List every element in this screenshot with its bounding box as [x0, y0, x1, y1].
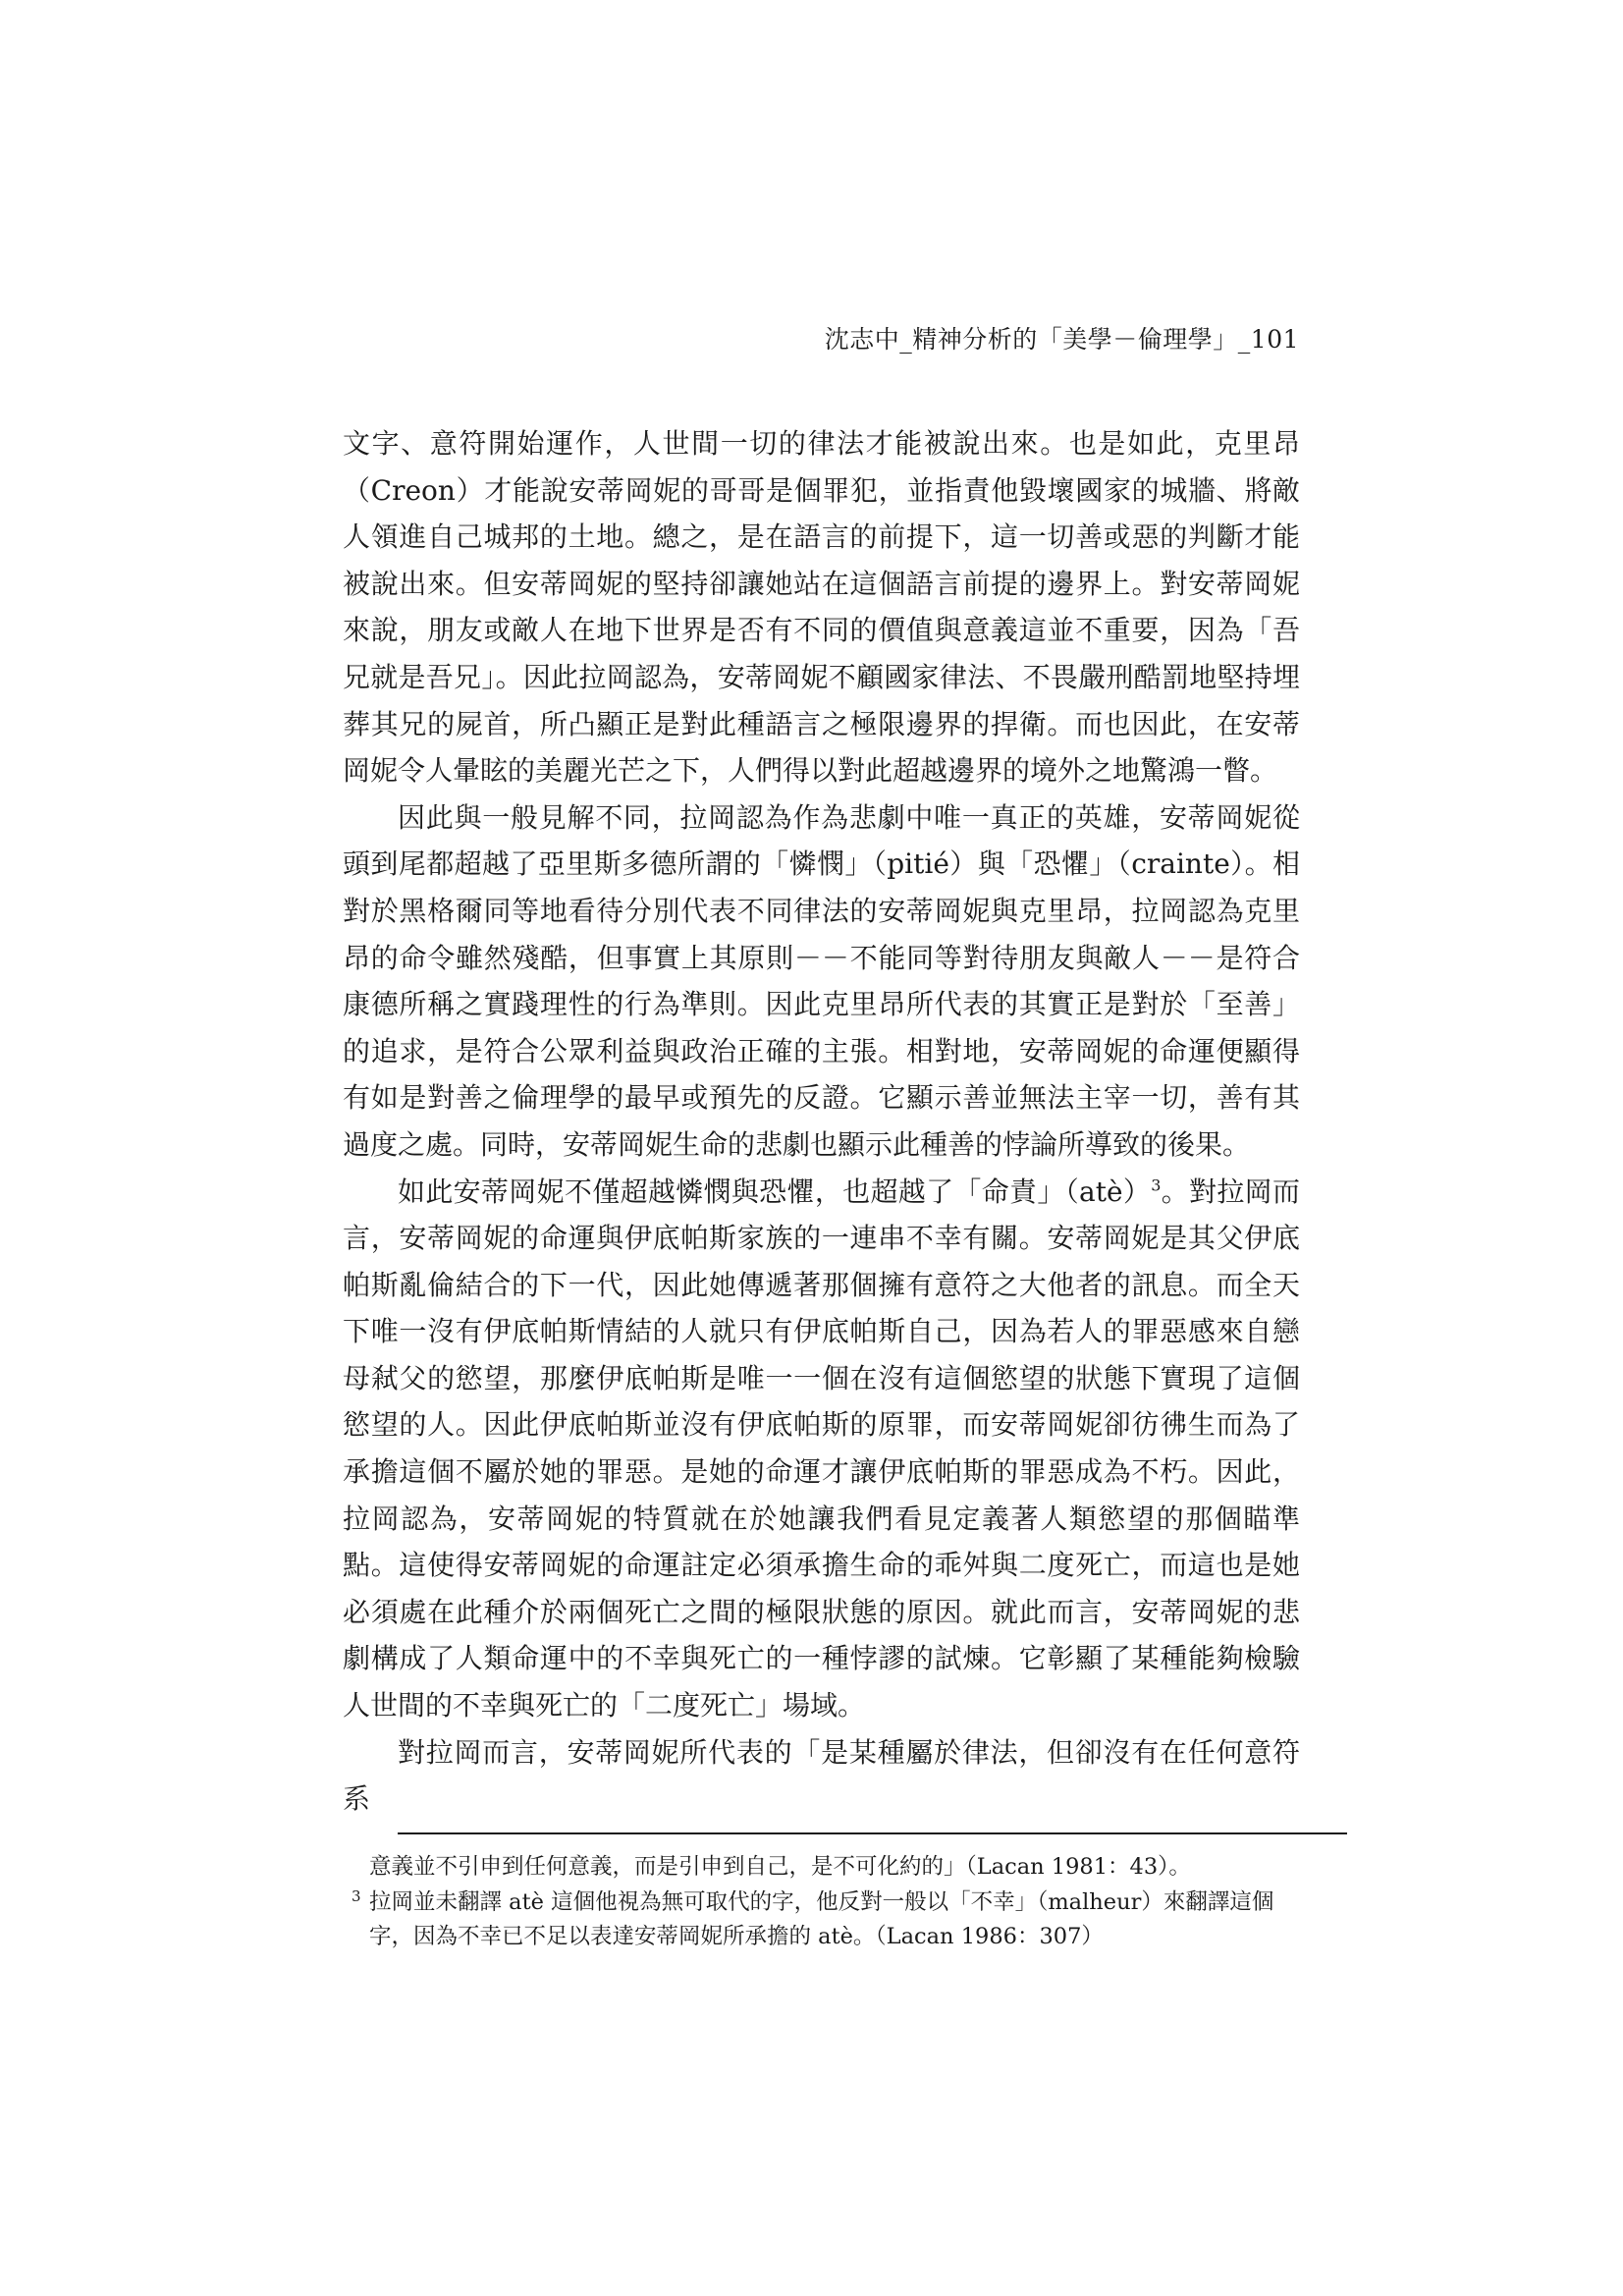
running-header: 沈志中_精神分析的「美學－倫理學」_101 — [824, 325, 1299, 354]
footnote-3 — [352, 1886, 1311, 1955]
footnote-mark: 3 — [352, 1886, 361, 1905]
footnote-text: 拉岡並未翻譯 atè 這個他視為無可取代的字，他反對一般以「不幸」（malheur）來翻譯這個字，因為不幸已不足以表達安蒂岡妮所承擔的 atè。（Lacan 1986：307） — [369, 1888, 1274, 1949]
paragraph-3-text-before: 如此安蒂岡妮不僅超越憐憫與恐懼，也超越了「命責」（atè） — [398, 1175, 1152, 1208]
footnote-divider — [398, 1832, 1347, 1834]
paragraph-3-text-after: 。對拉岡而言，安蒂岡妮的命運與伊底帕斯家族的一連串不幸有關。安蒂岡妮是其父伊底帕斯亂倫結合的下一代，因此她傳遞著那個擁有意符之大他者的訊息。而全天下唯一沒有伊底帕斯情結的人就只有伊底帕斯自己，因為若人的罪惡感來自戀母弒父的慾望，那麼伊底帕斯是唯一一個在沒有這個慾望的狀態下實現了這個慾望的人。因此伊底帕斯並沒有伊底帕斯的原罪，而安蒂岡妮卻彷彿生而為了承擔這個不屬於她的罪惡。是她的命運才讓伊底帕斯的罪惡成為不朽。因此，拉岡認為，安蒂岡妮的特質就在於她讓我們看見定義著人類慾望的那個瞄準點。這使得安蒂岡妮的命運註定必須承擔生命的乖舛與二度死亡，而這也是她必須處在此種介於兩個死亡之間的極限狀態的原因。就此而言，安蒂岡妮的悲劇構成了人類命運中的不幸與死亡的一種悖謬的試煉。它彰顯了某種能夠檢驗人世間的不幸與死亡的「二度死亡」場域。 — [343, 1175, 1300, 1722]
paragraph-1: 文字、意符開始運作，人世間一切的律法才能被說出來。也是如此，克里昂（Creon）才能說安蒂岡妮的哥哥是個罪犯，並指責他毀壞國家的城牆、將敵人領進自己城邦的土地。總之，是在語言的前提下，這一切善或惡的判斷才能被說出來。但安蒂岡妮的堅持卻讓她站在這個語言前提的邊界上。對安蒂岡妮來說，朋友或敵人在地下世界是否有不同的價值與意義這並不重要，因為「吾兄就是吾兄」。因此拉岡認為，安蒂岡妮不顧國家律法、不畏嚴刑酷罰地堅持埋葬其兄的屍首，所凸顯正是對此種語言之極限邊界的捍衛。而也因此，在安蒂岡妮令人暈眩的美麗光芒之下，人們得以對此超越邊界的境外之地驚鴻一瞥。 — [343, 427, 1300, 788]
footnote-continuation: 意義並不引申到任何意義，而是引申到自己，是不可化約的」（Lacan 1981：43）。 — [369, 1854, 1191, 1880]
main-text — [343, 420, 1300, 1823]
footnotes — [352, 1850, 1311, 1955]
footnote-reference-3: 3 — [1151, 1175, 1162, 1195]
paragraph-2: 因此與一般見解不同，拉岡認為作為悲劇中唯一真正的英雄，安蒂岡妮從頭到尾都超越了亞里斯多德所謂的「憐憫」（pitié）與「恐懼」（crainte）。相對於黑格爾同等地看待分別代表不同律法的安蒂岡妮與克里昂，拉岡認為克里昂的命令雖然殘酷，但事實上其原則－－不能同等對待朋友與敵人－－是符合康德所稱之實踐理性的行為準則。因此克里昂所代表的其實正是對於「至善」的追求，是符合公眾利益與政治正確的主張。相對地，安蒂岡妮的命運便顯得有如是對善之倫理學的最早或預先的反證。它顯示善並無法主宰一切，善有其過度之處。同時，安蒂岡妮生命的悲劇也顯示此種善的悖論所導致的後果。 — [343, 800, 1300, 1161]
paragraph-3 — [343, 1169, 1300, 1729]
paragraph-4: 對拉岡而言，安蒂岡妮所代表的「是某種屬於律法，但卻沒有在任何意符系 — [343, 1735, 1300, 1816]
